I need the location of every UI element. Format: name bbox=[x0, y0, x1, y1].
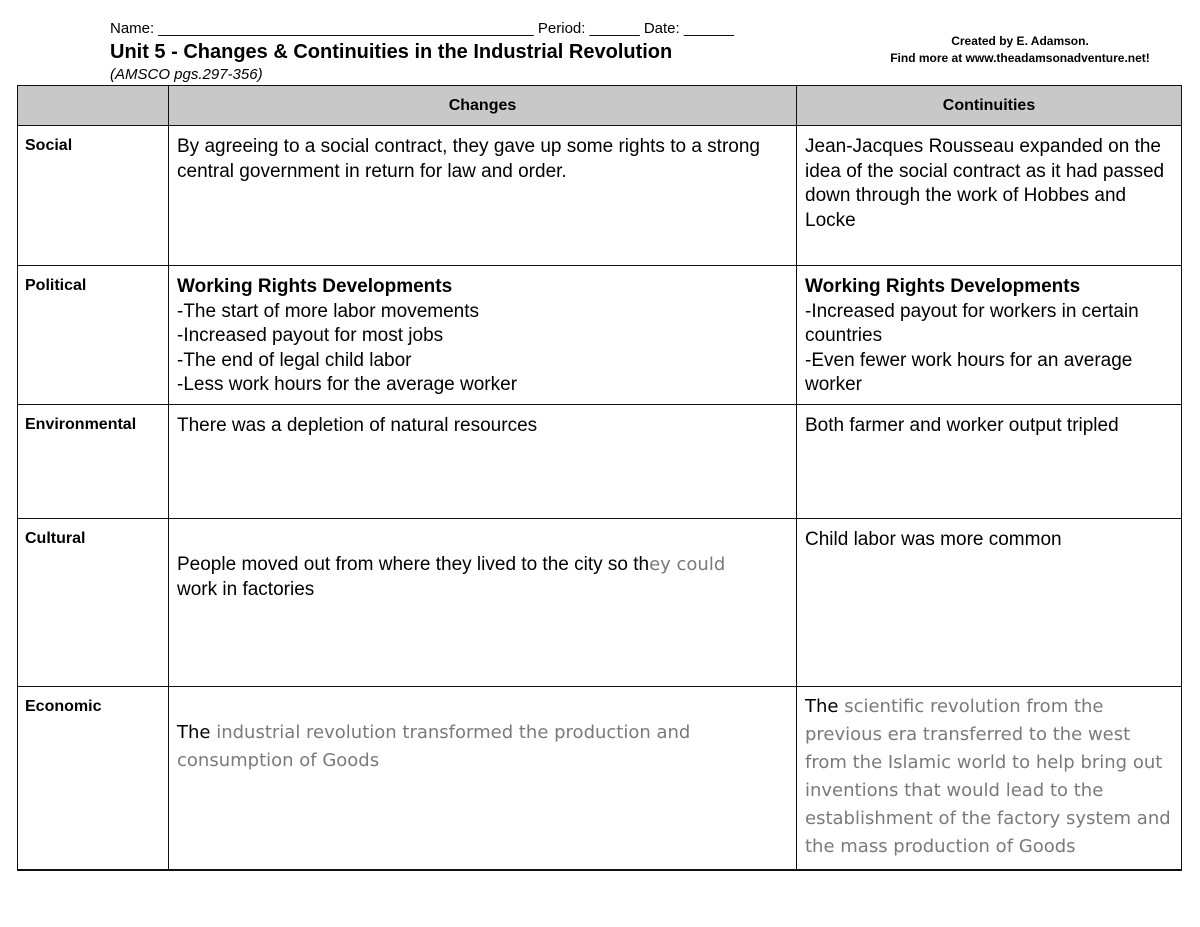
economic-changes-cell[interactable] bbox=[169, 687, 797, 870]
economic-continuities-lead: The bbox=[805, 696, 839, 717]
cultural-changes-cell[interactable] bbox=[169, 519, 797, 687]
table-row bbox=[18, 687, 1182, 870]
political-changes-line: -The start of more labor movements bbox=[177, 300, 479, 322]
credit-website: Find more at www.theadamsonadventure.net! bbox=[890, 51, 1150, 65]
cultural-continuities-cell[interactable] bbox=[797, 519, 1182, 687]
social-continuities-cell[interactable] bbox=[797, 126, 1182, 266]
cultural-changes-text: People moved out from where they lived to the city so th bbox=[177, 554, 650, 575]
social-continuities-text: Jean-Jacques Rousseau expanded on the idea of the social contract as it had passed down through the work of Hobbes and Locke bbox=[805, 136, 1165, 231]
row-label-cultural: Cultural bbox=[18, 519, 169, 687]
changes-continuities-table bbox=[17, 85, 1182, 871]
political-continuities-line: -Even fewer work hours for an average worker bbox=[805, 349, 1133, 395]
cultural-continuities-text: Child labor was more common bbox=[805, 529, 1062, 550]
social-changes-text: By agreeing to a social contract, they gave up some rights to a strong central government in return for law and order. bbox=[177, 136, 760, 182]
political-continuities-cell[interactable] bbox=[797, 266, 1182, 405]
environmental-changes-cell[interactable] bbox=[169, 405, 797, 519]
political-continuities-heading: Working Rights Developments bbox=[805, 276, 1081, 297]
name-period-date-line: Name: _____________________________________________ Period: ______ Date: ______ bbox=[110, 20, 734, 37]
economic-changes-lead: The bbox=[177, 722, 211, 743]
environmental-continuities-text: Both farmer and worker output tripled bbox=[805, 415, 1119, 436]
economic-continuities-text: scientific revolution from the previous era transferred to the west from the Islamic world to help bring out inventions that would lead to the establishment of the factory system and the mass production of Goods bbox=[805, 696, 1171, 857]
table-row bbox=[18, 126, 1182, 266]
political-changes-line: -Increased payout for most jobs bbox=[177, 325, 444, 346]
political-continuities-line: -Increased payout for workers in certain countries bbox=[805, 300, 1139, 346]
political-changes-heading: Working Rights Developments bbox=[177, 276, 453, 297]
page-title: Unit 5 - Changes & Continuities in the Industrial Revolution bbox=[110, 41, 673, 63]
political-changes-line: -Less work hours for the average worker bbox=[177, 374, 518, 395]
row-label-social: Social bbox=[18, 126, 169, 266]
table-header-row bbox=[18, 86, 1182, 126]
economic-continuities-cell[interactable] bbox=[797, 687, 1182, 870]
credit-author: Created by E. Adamson. bbox=[951, 34, 1089, 48]
page-reference: (AMSCO pgs.297-356) bbox=[110, 66, 263, 83]
political-changes-cell[interactable] bbox=[169, 266, 797, 405]
economic-changes-text: industrial revolution transformed the production and consumption of Goods bbox=[177, 722, 691, 771]
environmental-continuities-cell[interactable] bbox=[797, 405, 1182, 519]
cultural-changes-text-continued: work in factories bbox=[177, 578, 315, 600]
header-cell-blank bbox=[18, 86, 169, 126]
table-row bbox=[18, 266, 1182, 405]
social-changes-cell[interactable] bbox=[169, 126, 797, 266]
row-label-economic: Economic bbox=[18, 687, 169, 870]
row-label-political: Political bbox=[18, 266, 169, 405]
header-cell-continuities: Continuities bbox=[797, 86, 1182, 126]
cultural-changes-text-faded: ey could bbox=[649, 554, 726, 575]
table-row bbox=[18, 405, 1182, 519]
table-row bbox=[18, 519, 1182, 687]
political-changes-line: -The end of legal child labor bbox=[177, 349, 412, 371]
row-label-environmental: Environmental bbox=[18, 405, 169, 519]
environmental-changes-text: There was a depletion of natural resources bbox=[177, 415, 538, 436]
header-cell-changes: Changes bbox=[169, 86, 797, 126]
